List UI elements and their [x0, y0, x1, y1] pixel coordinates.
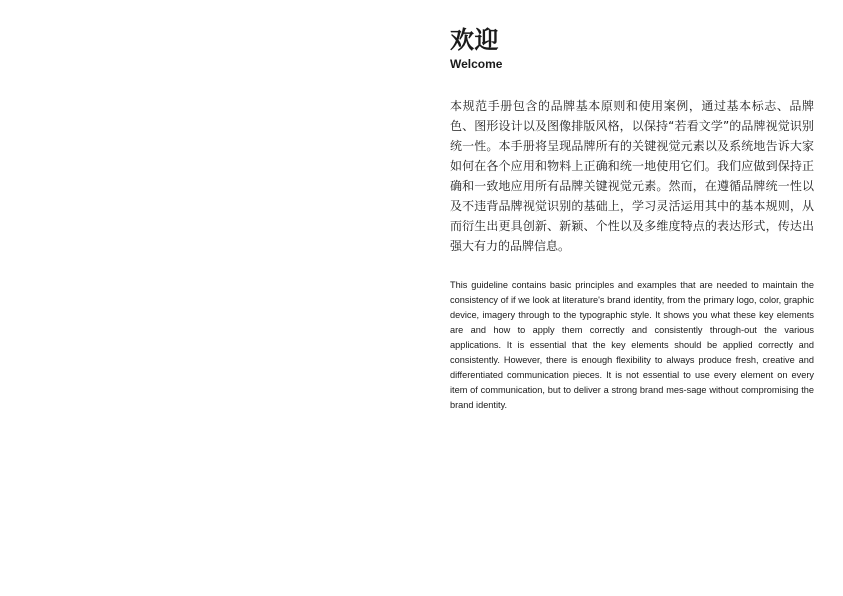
intro-paragraph-english: This guideline contains basic principles and examples that are needed to maintain the consistency of if we look at literature's brand identity, from the primary logo, color, graphic device, imagery through to the typographic style. It shows you what these key elements are and how to apply them correctly and consistently through-out the various applications. It is essential that the key elements should be applied correctly and consistently. However, there is enough flexibility to always produce fresh, creative and differentiated communication pieces. It is not essential to use every element on every item of communication, but to deliver a strong brand mes-sage without compromising the brand identity. [450, 280, 814, 410]
intro-paragraph-chinese: 本规范手册包含的品牌基本原则和使用案例，通过基本标志、品牌色、图形设计以及图像排版风格，以保持“若看文学”的品牌视觉识别统一性。本手册将呈现品牌所有的关键视觉元素以及系统地告诉大家如何在各个应用和物料上正确和统一地使用它们。我们应做到保持正确和一致地应用所有品牌关键视觉元素。然而，在遵循品牌统一性以及不违背品牌视觉识别的基础上，学习灵活运用其中的基本规则，从而衍生出更具创新、新颖、个性以及多维度特点的表达形式，传达出强大有力的品牌信息。 [450, 99, 814, 253]
page-title-chinese: 欢迎 [450, 26, 499, 54]
welcome-section [450, 24, 814, 413]
page-title-english: Welcome [450, 57, 503, 71]
